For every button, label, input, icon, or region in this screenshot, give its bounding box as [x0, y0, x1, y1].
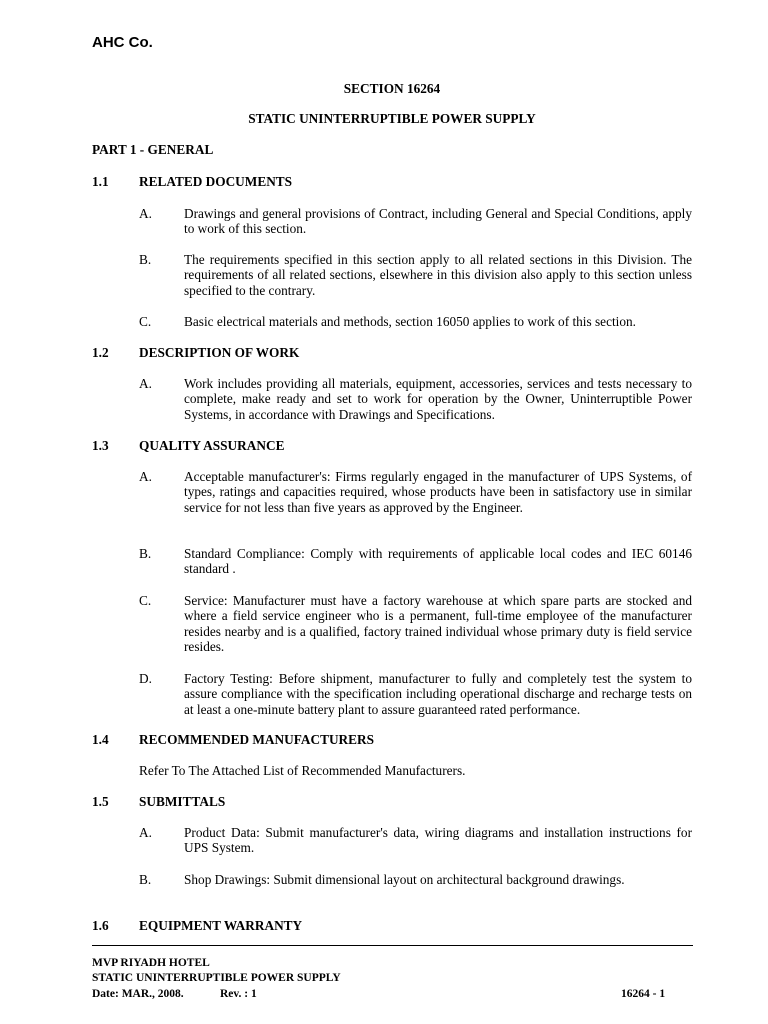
article-title: RELATED DOCUMENTS [139, 174, 293, 189]
article-number: 1.1 [92, 174, 109, 189]
section-title: STATIC UNINTERRUPTIBLE POWER SUPPLY [248, 111, 536, 126]
item-text: Work includes providing all materials, equipment, accessories, services and tests necessary to complete, make ready and set to work for operation by the Owner, Uninterruptible Power Systems, in accordance with Drawings and Specifications. [184, 376, 692, 422]
item-text: Factory Testing: Before shipment, manufacturer to fully and completely test the system to assure compliance with the specification including operational discharge and recharge tests on at least a one-minute battery plant to assure guaranteed rated performance. [184, 671, 692, 717]
article-title: QUALITY ASSURANCE [139, 438, 285, 453]
article-title: SUBMITTALS [139, 794, 226, 809]
article-number: 1.4 [92, 732, 109, 747]
item-letter: C. [139, 314, 152, 329]
article-title: RECOMMENDED MANUFACTURERS [139, 732, 375, 747]
footer-divider [92, 945, 693, 946]
item-letter: A. [139, 206, 152, 221]
item-text: Service: Manufacturer must have a factory warehouse at which spare parts are stocked and where a field service engineer who is a permanent, full-time employee of the manufacturer resides nearby and is a qualified, factory trained individual whose primary duty is field service resides. [184, 593, 692, 655]
footer-page-number: 16264 - 1 [621, 988, 666, 1000]
item-letter: D. [139, 671, 152, 686]
item-text: Standard Compliance: Comply with requirements of applicable local codes and IEC 60146 standard . [184, 546, 692, 577]
article-number: 1.2 [92, 345, 109, 360]
item-letter: A. [139, 469, 152, 484]
item-text: The requirements specified in this section apply to all related sections in this Division. The requirements of all related sections, elsewhere in this division also apply to this section unless specified to the contrary. [184, 252, 692, 298]
article-title: DESCRIPTION OF WORK [139, 345, 300, 360]
footer-date: Date: MAR., 2008. [92, 988, 184, 1000]
item-letter: A. [139, 376, 152, 391]
item-letter: B. [139, 546, 152, 561]
footer-project: MVP RIYADH HOTEL [92, 957, 210, 969]
item-letter: C. [139, 593, 152, 608]
part-heading: PART 1 - GENERAL [92, 142, 214, 157]
item-text: Acceptable manufacturer's: Firms regularly engaged in the manufacturer of UPS Systems, of types, ratings and capacities required, whose products have been in satisfactory use in similar service for not less than five years as approved by the Engineer. [184, 469, 692, 515]
item-text: Basic electrical materials and methods, section 16050 applies to work of this section. [184, 314, 636, 329]
item-letter: B. [139, 252, 152, 267]
company-name: AHC Co. [92, 34, 153, 51]
section-number: SECTION 16264 [343, 81, 441, 96]
article-number: 1.5 [92, 794, 109, 809]
item-letter: B. [139, 872, 152, 887]
item-text: Product Data: Submit manufacturer's data, wiring diagrams and installation instructions for UPS System. [184, 825, 692, 856]
article-body: Refer To The Attached List of Recommended Manufacturers. [139, 763, 466, 778]
item-letter: A. [139, 825, 152, 840]
footer-revision: Rev. : 1 [220, 988, 257, 1000]
article-number: 1.6 [92, 918, 109, 933]
article-number: 1.3 [92, 438, 109, 453]
item-text: Drawings and general provisions of Contract, including General and Special Conditions, apply to work of this section. [184, 206, 692, 237]
item-text: Shop Drawings: Submit dimensional layout on architectural background drawings. [184, 872, 625, 887]
article-title: EQUIPMENT WARRANTY [139, 918, 303, 933]
footer-title: STATIC UNINTERRUPTIBLE POWER SUPPLY [92, 972, 341, 984]
